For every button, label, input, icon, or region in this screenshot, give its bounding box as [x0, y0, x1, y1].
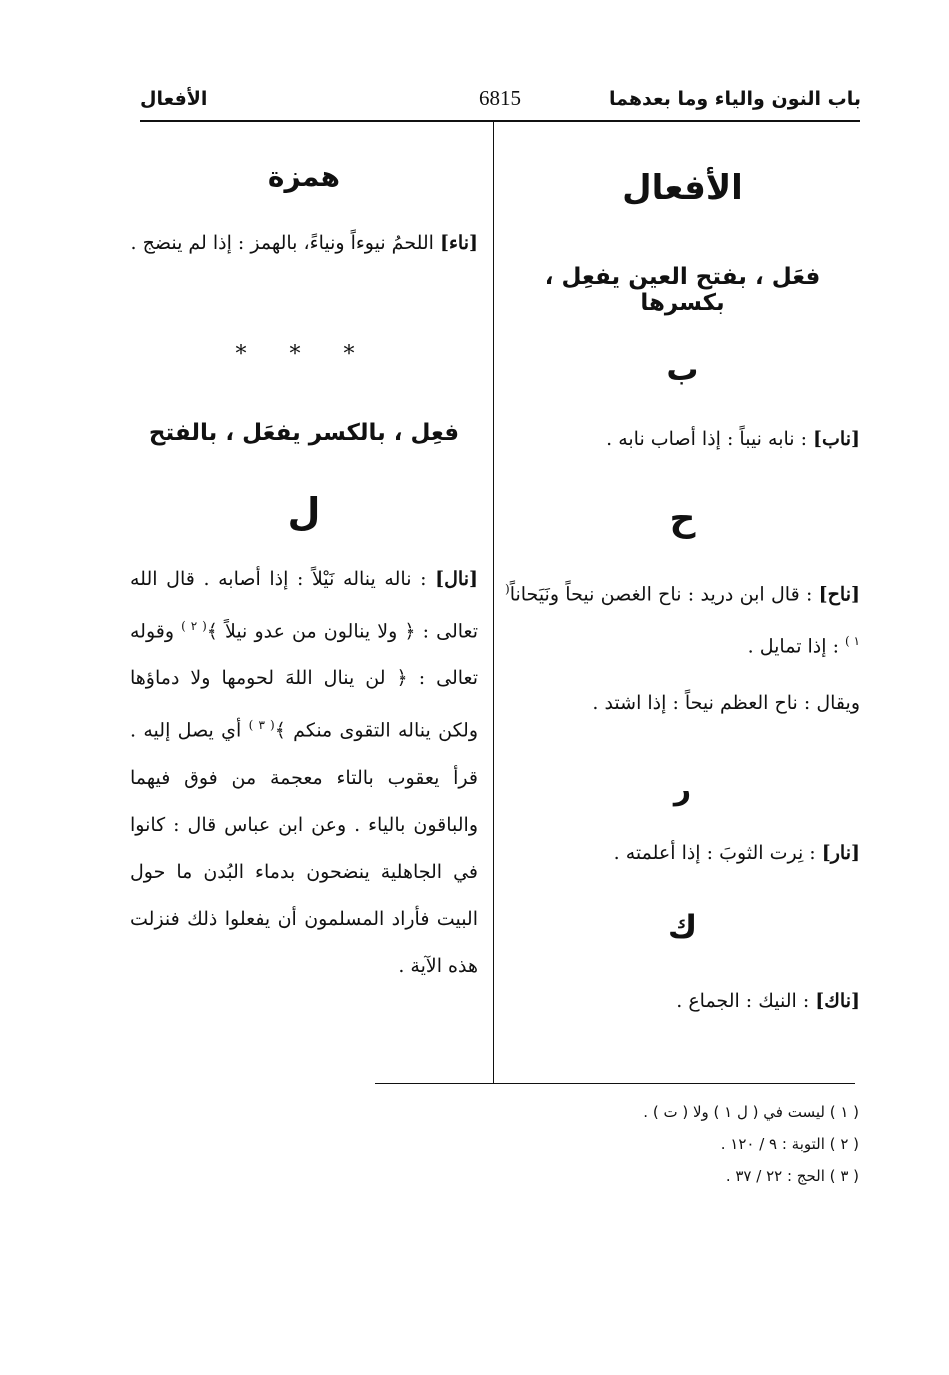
- entry-text: : ناله يناله نَيْلاً : إذا أصابه . قال الله تعالى : ﴿ ولا ينالون من عدو نيلاً ﴾: [130, 568, 478, 643]
- entry-text: اللحمُ نيوءاً ونياءً، بالهمز : إذا لم ينضج .: [130, 232, 434, 254]
- letter-heading-r: ر: [673, 772, 692, 807]
- letter-heading-b: ب: [666, 350, 699, 388]
- entry-nar: [505, 830, 860, 877]
- section-title-left: همزة: [267, 160, 341, 193]
- page-number: 6815: [479, 86, 521, 110]
- entry-nak: [505, 978, 860, 1025]
- entry-headword: [نال]: [435, 568, 478, 590]
- entry-text: : قال ابن دريد : ناح الغصن نيحاً ونَيَحاناً: [509, 583, 813, 606]
- letter-heading-k: ك: [667, 908, 698, 946]
- column-divider: [493, 121, 494, 1084]
- entry-headword: [ناب]: [813, 428, 860, 450]
- running-header-left: الأفعال: [140, 88, 208, 110]
- section-subtitle-left: فعِل ، بالكسر يفعَل ، بالفتح: [148, 420, 460, 446]
- footnote-ref: ( ٢ ): [181, 619, 207, 633]
- entry-nal: [130, 556, 478, 990]
- footnote-ref: ( ٣ ): [248, 718, 275, 733]
- entry-naa: [130, 220, 478, 267]
- entry-nah: [505, 566, 860, 671]
- footnote-rule: [375, 1083, 855, 1084]
- entry-headword: [ناء]: [440, 232, 478, 254]
- letter-heading-l: ل: [287, 490, 321, 534]
- entry-headword: [ناك]: [815, 990, 860, 1012]
- entry-text-continued: : إذا تمايل .: [747, 635, 839, 658]
- entry-text-continued: أي يصل إليه . قرأ يعقوب بالتاء معجمة من فوق فيهما والباقون بالياء . وعن ابن عباس قال : كانوا في الجاهلية ينضحون بدماء البُدن ما حول البيت فأراد المسلمون أن يفعلوا ذلك فنزلت هذه الآية .: [130, 719, 478, 977]
- section-title-right: الأفعال: [622, 168, 743, 208]
- entry-text: : نِرت الثوبَ : إذا أعلمته .: [613, 842, 816, 864]
- entry-text: : النيك : الجماع .: [676, 990, 810, 1012]
- letter-heading-h: ح: [669, 498, 696, 539]
- footnote-1: ( ١ ) ليست في ( ل ١ ) ولا ( ت ) .: [643, 1103, 859, 1121]
- entry-text-continued: وقوله تعالى : ﴿ لن ينال اللهَ لحومها ولا دماؤها ولكن يناله التقوى منكم ﴾: [130, 620, 479, 742]
- footnote-3: ( ٣ ) الحج : ٢٢ / ٣٧ .: [725, 1167, 859, 1185]
- footnote-2: ( ٢ ) التوبة : ٩ / ١٢٠ .: [720, 1135, 859, 1153]
- entry-headword: [نار]: [821, 842, 860, 864]
- footnote-ref: ( ١ ): [505, 582, 860, 649]
- section-separator-stars: * * *: [235, 342, 373, 367]
- entry-nah-extra: ويقال : ناح العظم نيحاً : إذا اشتد .: [592, 692, 860, 714]
- entry-nab: [505, 416, 860, 463]
- entry-text: : نابه نيباً : إذا أصاب نابه .: [606, 428, 807, 450]
- header-rule: [140, 120, 860, 122]
- running-header-right: باب النون والياء وما بعدهما: [608, 88, 861, 110]
- entry-headword: [ناح]: [818, 583, 860, 606]
- section-subtitle-right: فعَل ، بفتح العين يفعِل ، بكسرها: [544, 264, 821, 316]
